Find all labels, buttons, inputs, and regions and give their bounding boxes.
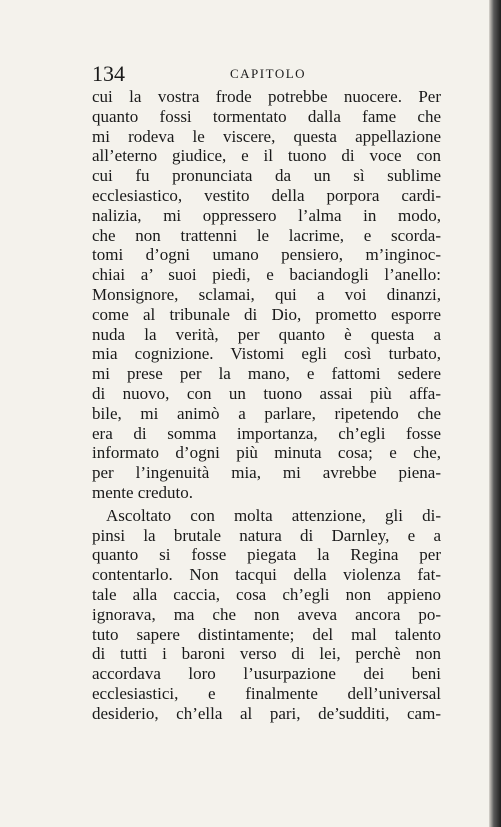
text-line: nuda la verità, per quanto è questa a [92,324,441,344]
text-line: tomi d’ogni umano pensiero, m’inginoc- [92,245,441,265]
text-line: Monsignore, sclamai, qui a voi dinanzi, [92,284,441,304]
text-line: quanto si fosse piegata la Regina per [92,545,441,565]
paragraph-1 [92,87,441,503]
text-line: era di somma importanza, ch’egli fosse [92,423,441,443]
text-line: come al tribunale di Dio, prometto esporre [92,304,441,324]
paragraph-2 [92,506,441,724]
text-line: cui la vostra frode potrebbe nuocere. Per [92,87,441,106]
text-line: bile, mi animò a parlare, ripetendo che [92,403,441,423]
text-line: nalizia, mi oppressero l’alma in modo, [92,205,441,225]
book-binding-edge [489,0,501,827]
text-line: di tutti i baroni verso di lei, perchè non [92,644,441,664]
text-line: tale alla caccia, cosa ch’egli non appieno [92,584,441,604]
text-line: mi rodeva le viscere, questa appellazione [92,126,441,146]
text-line: pinsi la brutale natura di Darnley, e a [92,525,441,545]
text-line: cui fu pronunciata da un sì sublime [92,166,441,186]
text-line: ecclesiastici, e finalmente dell’universal [92,683,441,703]
text-line: quanto fossi tormentato dalla fame che [92,106,441,126]
text-line: ecclesiastico, vestito della porpora cardi- [92,185,441,205]
page-number: 134 [92,61,125,86]
text-line: desiderio, ch’ella al pari, de’sudditi, cam- [92,703,441,723]
text-line: mia cognizione. Vistomi egli così turbato, [92,344,441,364]
text-line: accordava loro l’usurpazione dei beni [92,664,441,684]
text-line: all’eterno giudice, e il tuono di voce con [92,146,441,166]
text-line: mi prese per la mano, e fattomi sedere [92,364,441,384]
text-line: per l’ingenuità mia, mi avrebbe piena- [92,463,441,483]
body-text [92,87,441,724]
running-head [92,61,441,87]
text-line: Ascoltato con molta attenzione, gli di- [106,505,441,525]
running-title: CAPITOLO [230,66,307,81]
text-line: che non trattenni le lacrime, e scorda- [92,225,441,245]
text-line: mente creduto. [92,482,194,502]
text-line: informato d’ogni più minuta cosa; e che, [92,443,441,463]
text-line: chiai a’ suoi piedi, e baciandogli l’anello: [92,265,441,285]
text-line: contentarlo. Non tacqui della violenza fat- [92,565,441,585]
text-line: tuto sapere distintamente; del mal talento [92,624,441,644]
text-line: ignorava, ma che non aveva ancora po- [92,604,441,624]
text-line: di nuovo, con un tuono assai più affa- [92,383,441,403]
